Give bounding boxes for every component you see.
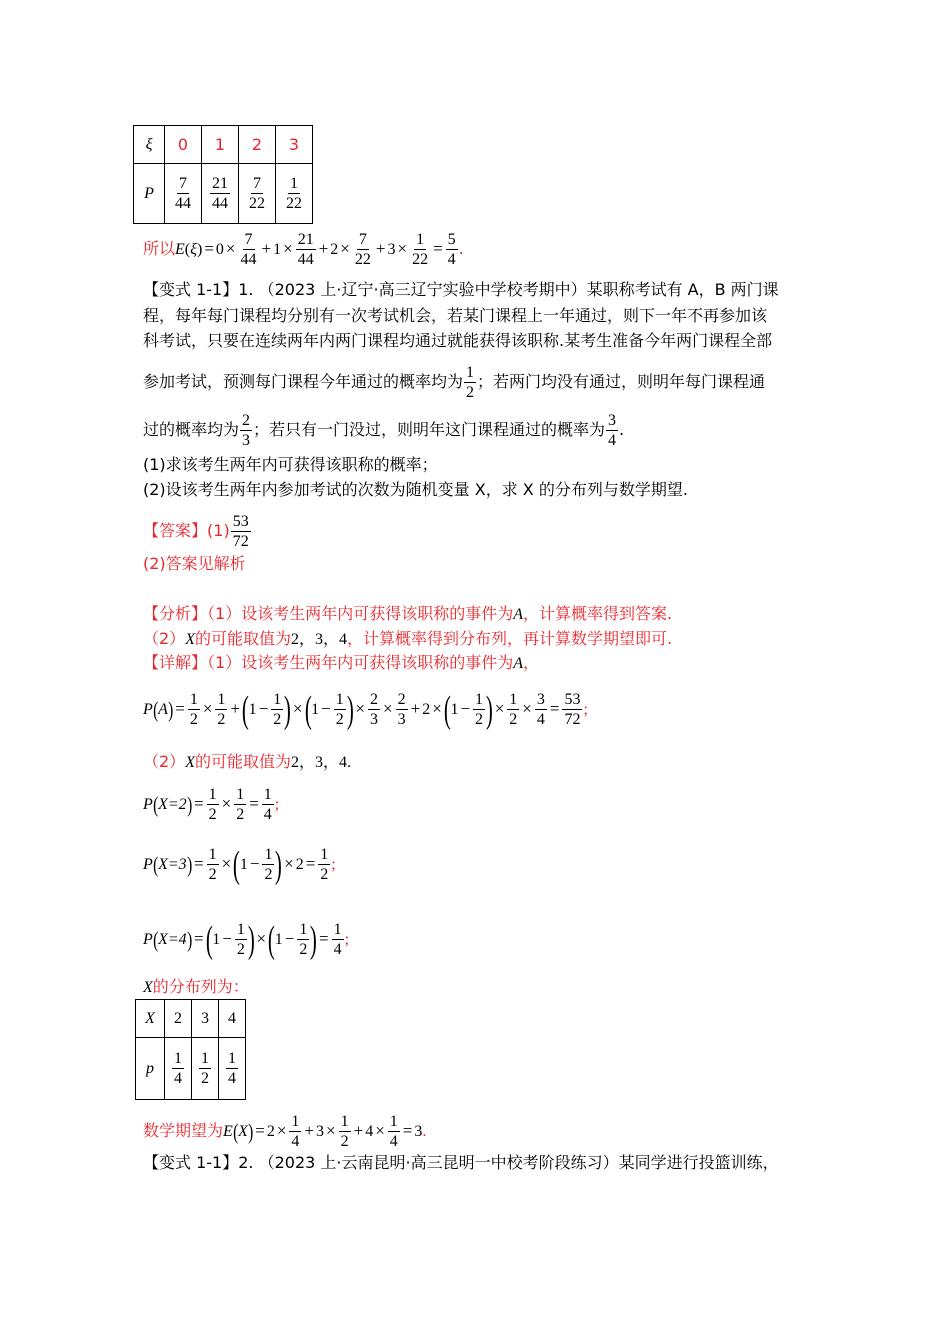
formula-px4: P(X=4) =(1 − $\frac{1}{2}$ ) ×(1 − $\frac{1}{2}$ ) = $\frac{1}{4}$ ; bbox=[143, 918, 350, 961]
analysis-line-1: 【分析】（1）设该考生两年内可获得该职称的事件为A，计算概率得到答案. bbox=[143, 604, 673, 623]
distribution-table-xi bbox=[133, 125, 313, 224]
expectation-xi: 所以E(ξ) = 0 × $\frac{7}{44}$ + 1 × $\frac{21}{44}$ + 2 × $\frac{7}{22}$ + 3 × $\frac{1}{22}$ = $\frac{5}{4}$ . bbox=[143, 231, 464, 268]
table-prob-label: P bbox=[134, 164, 165, 224]
table-value: 3 bbox=[192, 1000, 219, 1038]
formula-px3: P(X=3) = $\frac{1}{2}$ ×(1 − $\frac{1}{2}$ ) × 2 = $\frac{1}{2}$ ; bbox=[143, 843, 336, 886]
table-value: 1 bbox=[202, 126, 239, 164]
table-prob: $\frac{1}{2}$ bbox=[192, 1038, 219, 1100]
answer-part-1: 【答案】(1) $\frac{53}{72}$ bbox=[143, 513, 249, 550]
formula-px2: P(X=2) = $\frac{1}{2}$ × $\frac{1}{2}$ = $\frac{1}{4}$ ; bbox=[143, 786, 280, 823]
question-1: (1)求该考生两年内可获得该职称的概率； bbox=[143, 455, 438, 474]
detail-line-2: （2）X的可能取值为2，3，4. bbox=[143, 752, 351, 771]
question-2: (2)设该考生两年内参加考试的次数为随机变量 X，求 X 的分布列与数学期望. bbox=[143, 480, 688, 499]
problem-line-5: 过的概率均为 $\frac{2}{3}$ ；若只有一门没过，则明年这门课程通过的概率为 $\frac{3}{4}$ . bbox=[143, 412, 625, 449]
table-value: 2 bbox=[239, 126, 276, 164]
table-value: 3 bbox=[276, 126, 313, 164]
table-value: 0 bbox=[165, 126, 202, 164]
formula-pa: P(A) = $\frac{1}{2}$ × $\frac{1}{2}$ +(1 − $\frac{1}{2}$ ) ×(1 − $\frac{1}{2}$ ) × $\frac{2}{3}$ × $\frac{2}{3}$ + 2 ×(1 − $\frac{1}{2}$ ) × $\frac{1}{2}$ × $\frac{3}{4}$ = $\frac{53}{72}$ ; bbox=[143, 688, 588, 731]
next-problem: 【变式 1-1】2. （2023 上·云南昆明·高三昆明一中校考阶段练习）某同学进行投篮训练， bbox=[143, 1153, 779, 1172]
analysis-line-2: （2）X的可能取值为2，3，4，计算概率得到分布列，再计算数学期望即可. bbox=[143, 629, 673, 648]
table-prob: $\frac{21}{44}$ bbox=[202, 164, 239, 224]
table-prob: $\frac{1}{22}$ bbox=[276, 164, 313, 224]
table-prob: $\frac{1}{4}$ bbox=[165, 1038, 192, 1100]
detail-line-1: 【详解】（1）设该考生两年内可获得该职称的事件为A， bbox=[143, 653, 539, 672]
problem-line-2: 程，每年每门课程均分别有一次考试机会，若某门课程上一年通过，则下一年不再参加该 bbox=[143, 306, 768, 325]
answer-part-2: (2)答案见解析 bbox=[143, 554, 246, 573]
table-header-label: X bbox=[136, 1000, 165, 1038]
table-header-label: ξ bbox=[134, 126, 165, 164]
table-value: 4 bbox=[219, 1000, 246, 1038]
distribution-intro: X的分布列为： bbox=[143, 977, 249, 996]
table-value: 2 bbox=[165, 1000, 192, 1038]
problem-line-1: 【变式 1-1】1. （2023 上·辽宁·高三辽宁实验中学校考期中）某职称考试有 A，B 两门课 bbox=[143, 280, 779, 299]
expectation-x: 数学期望为E(X) = 2 × $\frac{1}{4}$ + 3 × $\frac{1}{2}$ + 4 × $\frac{1}{4}$ = 3. bbox=[143, 1113, 427, 1150]
table-prob-label: p bbox=[136, 1038, 165, 1100]
table-prob: $\frac{7}{44}$ bbox=[165, 164, 202, 224]
table-prob: $\frac{7}{22}$ bbox=[239, 164, 276, 224]
distribution-table-x bbox=[135, 999, 246, 1100]
problem-line-3: 科考试，只要在连续两年内两门课程均通过就能获得该职称.某考生准备今年两门课程全部 bbox=[143, 331, 773, 350]
problem-line-4: 参加考试，预测每门课程今年通过的概率均为 $\frac{1}{2}$ ；若两门均没有通过，则明年每门课程通 bbox=[143, 364, 766, 401]
table-prob: $\frac{1}{4}$ bbox=[219, 1038, 246, 1100]
